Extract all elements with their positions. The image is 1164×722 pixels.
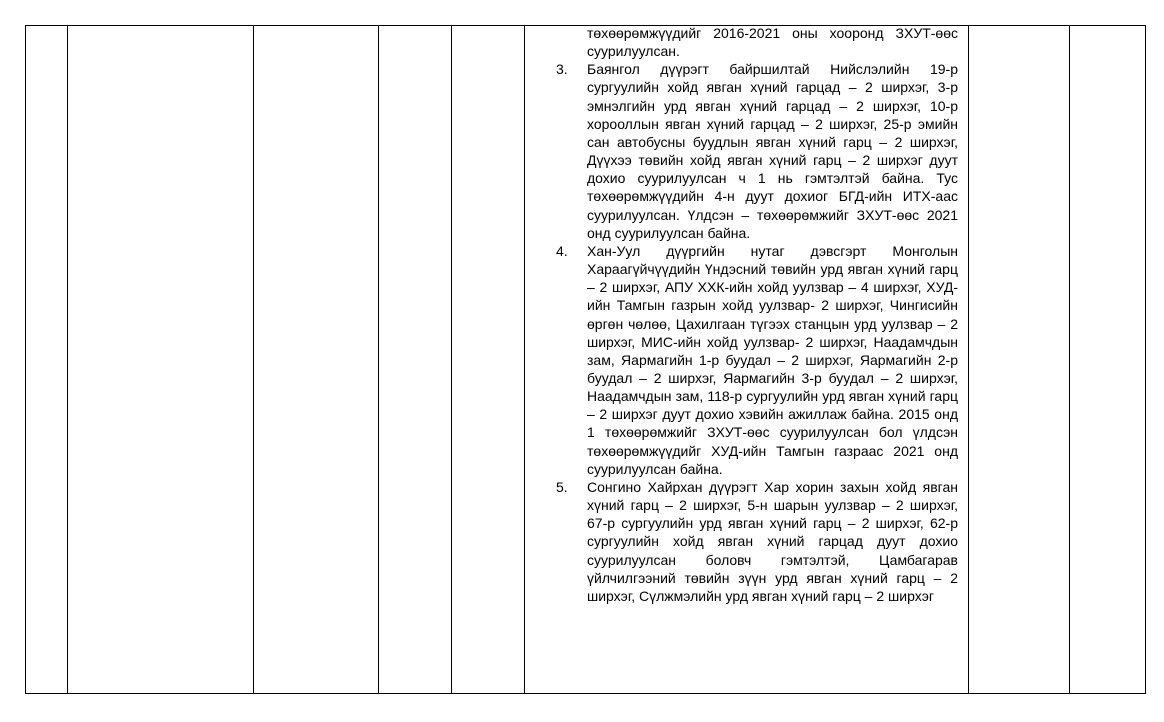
table-cell-4 (379, 26, 452, 694)
list-item-number: 3. (556, 61, 568, 78)
table-cell-5 (452, 26, 525, 694)
document-table (25, 25, 1146, 694)
list-item-text: Сонгино Хайрхан дүүрэгт Хар хорин захын хойд явган хүний гарц – 2 ширхэг, 5-н шарын уулзвар – 2 ширхэг, 67-р сургуулийн урд явган хүний гарц – 2 ширхэг, 62-р сургуулийн хойд явган хүний гарцад дуут дохио суурилуулсан боловч гэмтэлтэй, Цамбагарав үйлчилгээний төвийн зүүн урд явган хүний гарц – 2 ширхэг, Сүлжмэлийн урд явган хүний гарц – 2 ширхэг (587, 478, 958, 604)
list-item-text: Хан-Уул дүүргийн нутаг дэвсгэрт Монголын Хараагүйчүүдийн Үндэсний төвийн урд явган хүний гарц – 2 ширхэг, АПУ ХХК-ийн хойд уулзвар – 4 ширхэг, ХУД-ийн Тамгын газрын хойд уулзвар- 2 ширхэг, Чингисийн өргөн чөлөө, Цахилгаан түгээх станцын урд уулзвар – 2 ширхэг, МИС-ийн хойд уулзвар- 2 ширхэг, Наадамчдын зам, Яармагийн 1-р буудал – 2 ширхэг, Яармагийн 2-р буудал – 2 ширхэг, Яармагийн 3-р буудал – 2 ширхэг, Наадамчдын зам, 118-р сургуулийн урд явган хүний гарц – 2 ширхэг дуут дохио хэвийн ажиллаж байна. 2015 онд 1 төхөөрөмжийг ЗХУТ-өөс суурилуулсан бол үлдсэн төхөөрөмжүүдийг ХУД-ийн Тамгын газраас 2021 онд суурилуулсан байна. (587, 242, 958, 477)
table-cell-2 (68, 26, 254, 694)
numbered-list (556, 60, 958, 605)
table-cell-1 (26, 26, 68, 694)
list-item-number: 5. (556, 478, 568, 495)
list-item-number: 4. (556, 242, 568, 259)
list-item (556, 242, 958, 478)
table-cell-8 (1070, 26, 1146, 694)
table-row (26, 26, 1146, 694)
list-item (556, 478, 958, 605)
table-cell-7 (969, 26, 1070, 694)
table-cell-3 (254, 26, 379, 694)
list-item-text: Баянгол дүүрэгт байршилтай Нийслэлийн 19-р сургуулийн хойд явган хүний гарцад – 2 ширхэг, 3-р эмнэлгийн урд явган хүний гарцад – 2 ширхэг, 10-р хорооллын явган хүний гарцад – 2 ширхэг, 25-р эмийн сан автобусны буудлын явган хүний гарц – 2 ширхэг, Дүүхээ төвийн хойд явган хүний гарц – 2 ширхэг дуут дохио суурилуулсан ч 1 нь гэмтэлтэй байна. Тус төхөөрөмжүүдийн 4-н дуут дохиог БГД-ийн ИТХ-аас суурилуулсан. Үлдсэн – төхөөрөмжийг ЗХУТ-өөс 2021 онд суурилуулсан байна. (587, 61, 958, 241)
table-cell-description (525, 26, 969, 694)
list-item (556, 60, 958, 242)
description-content (556, 26, 958, 693)
continuation-text: төхөөрөмжүүдийг 2016-2021 оны хооронд ЗХУТ-өөс суурилуулсан. (587, 26, 958, 60)
